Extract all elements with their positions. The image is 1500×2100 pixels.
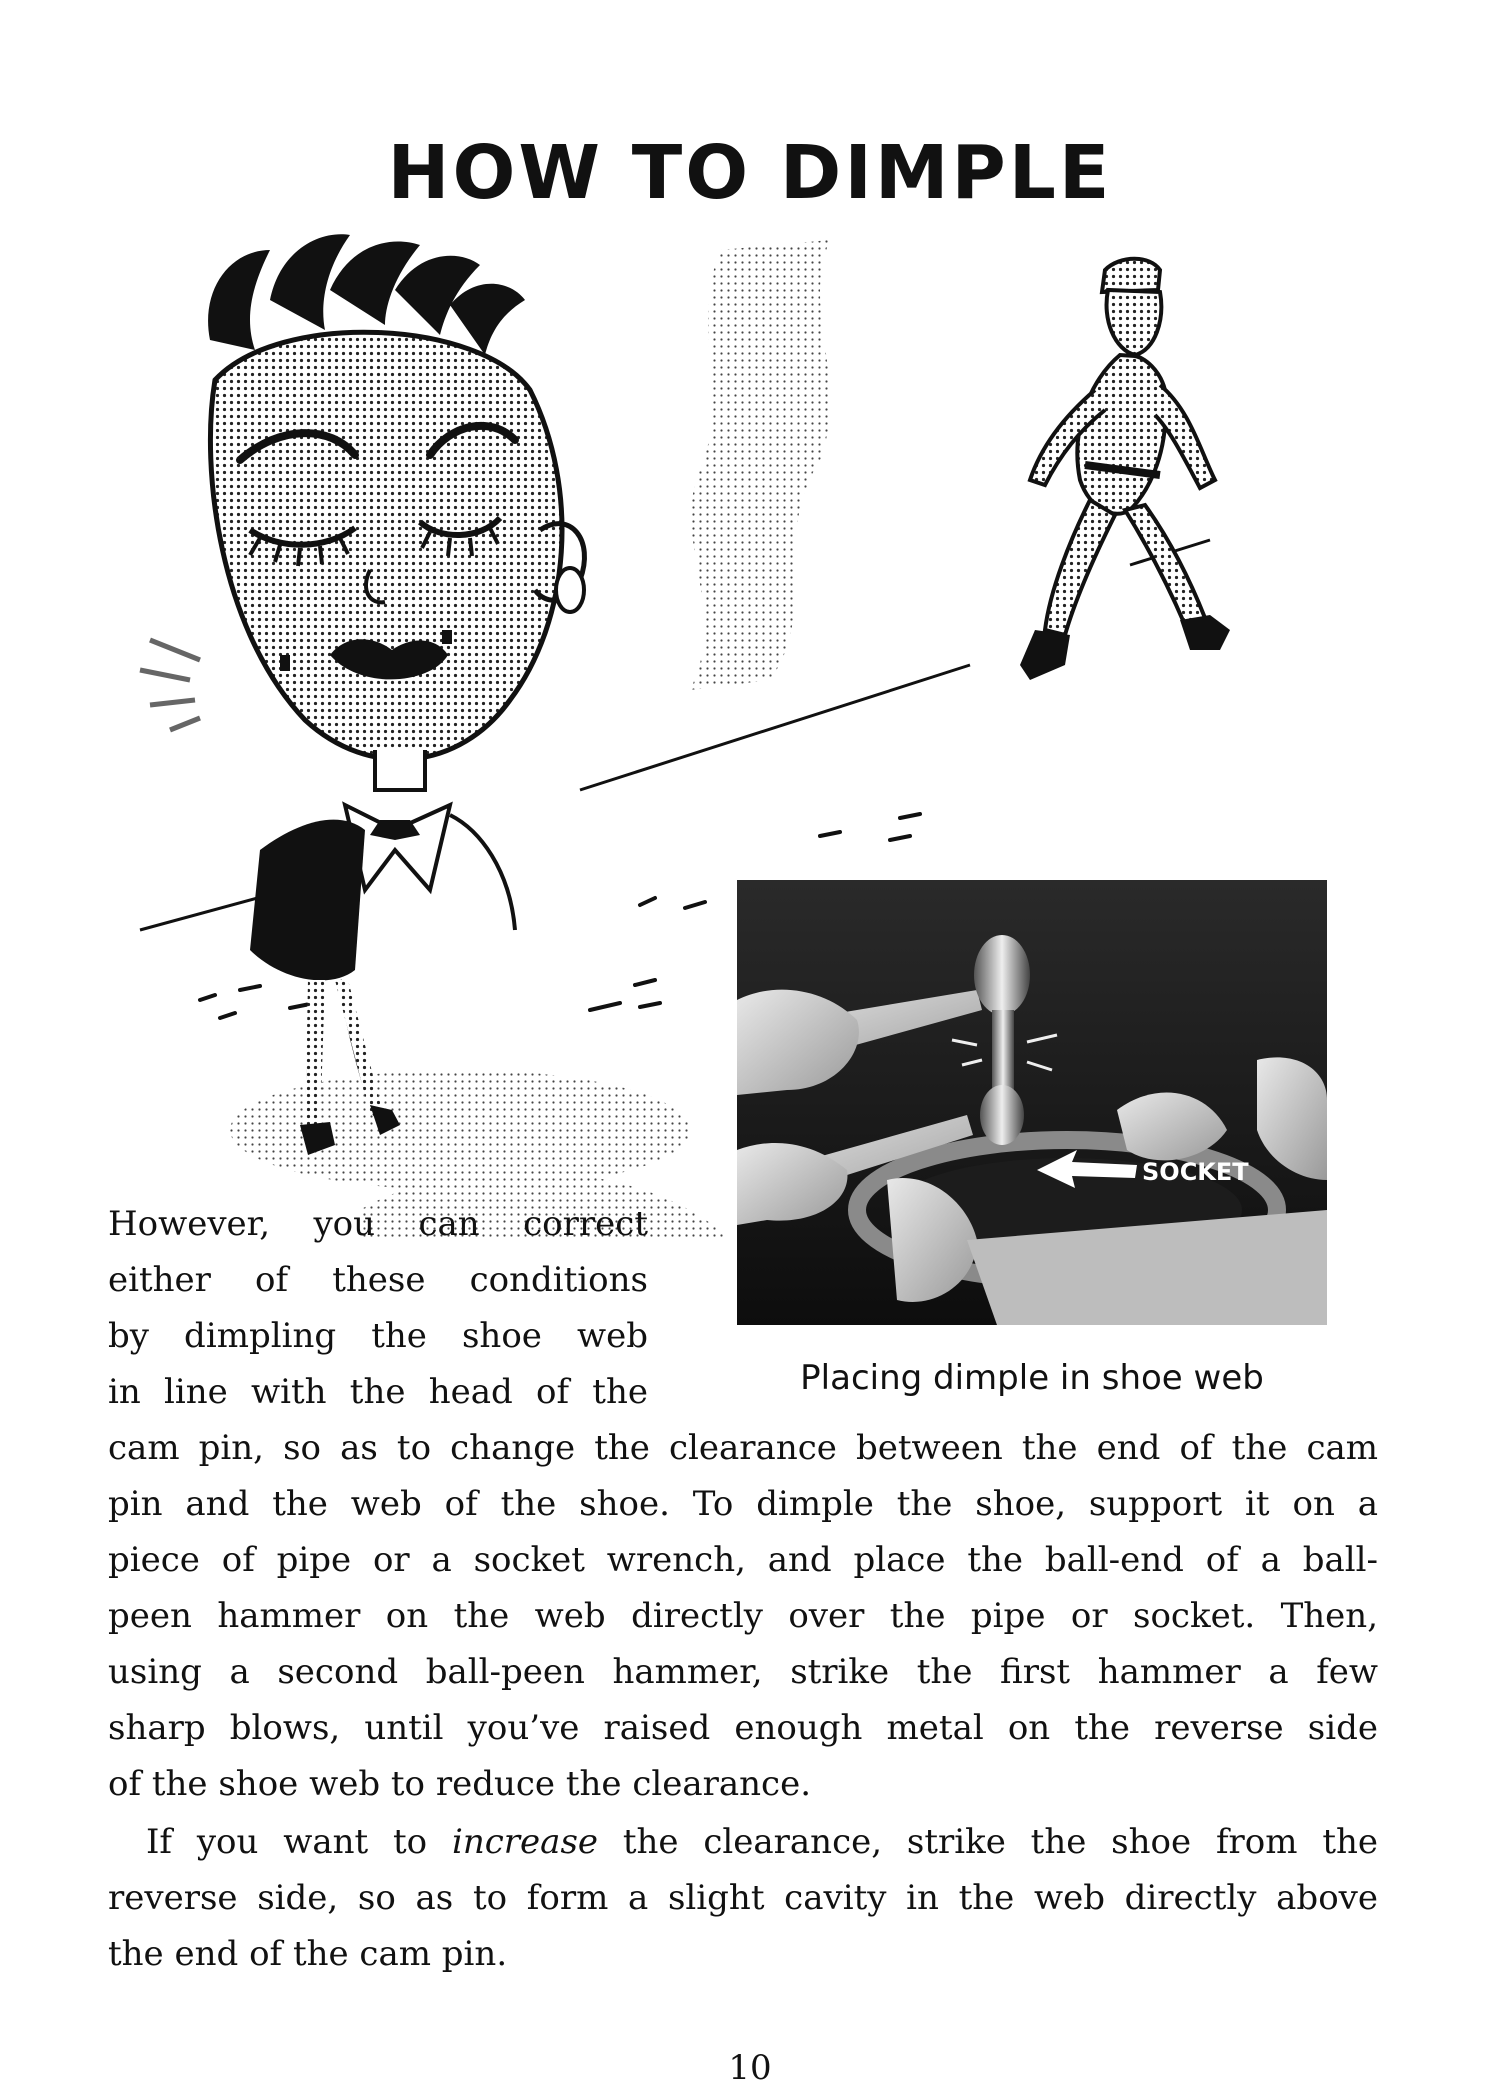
- text-line: either of these conditions: [108, 1260, 648, 1300]
- text-line: reverse side, so as to form a slight cavity in the web directly above: [108, 1878, 1378, 1918]
- text-line: by dimpling the shoe web: [108, 1316, 648, 1356]
- socket-label: SOCKET: [1142, 1158, 1249, 1186]
- text-line: However, you can correct: [108, 1204, 648, 1244]
- text-fragment: the clearance, strike the shoe from the: [598, 1822, 1379, 1862]
- text-line: using a second ball-peen hammer, strike the first hammer a few: [108, 1652, 1378, 1692]
- woman-figure: [140, 234, 584, 1155]
- intro-paragraph: [108, 1196, 648, 1420]
- second-paragraph: [108, 1814, 1378, 1982]
- text-line: in line with the head of the: [108, 1372, 648, 1412]
- floor-shadow: [230, 1070, 690, 1190]
- photo-placing-dimple: [737, 880, 1327, 1325]
- text-line: of the shoe web to reduce the clearance.: [108, 1764, 812, 1804]
- body-paragraph: [108, 1420, 1378, 1812]
- soldier-figure: [1020, 259, 1230, 680]
- text-line: the end of the cam pin.: [108, 1934, 508, 1974]
- text-line: peen hammer on the web directly over the pipe or socket. Then,: [108, 1596, 1378, 1636]
- text-line: piece of pipe or a socket wrench, and place the ball-end of a ball-: [108, 1540, 1378, 1580]
- page-title: HOW TO DIMPLE: [387, 130, 1113, 216]
- photo-caption: Placing dimple in shoe web: [800, 1358, 1264, 1398]
- text-line: cam pin, so as to change the clearance between the end of the cam: [108, 1428, 1378, 1468]
- page-number: 10: [728, 2048, 772, 2088]
- text-line: [108, 1814, 1378, 1870]
- emphasis-word: increase: [451, 1822, 599, 1862]
- text-line: sharp blows, until you’ve raised enough metal on the reverse side: [108, 1708, 1378, 1748]
- text-line: pin and the web of the shoe. To dimple the shoe, support it on a: [108, 1484, 1378, 1524]
- motion-trail: [690, 240, 830, 690]
- text-fragment: If you want to: [146, 1822, 452, 1862]
